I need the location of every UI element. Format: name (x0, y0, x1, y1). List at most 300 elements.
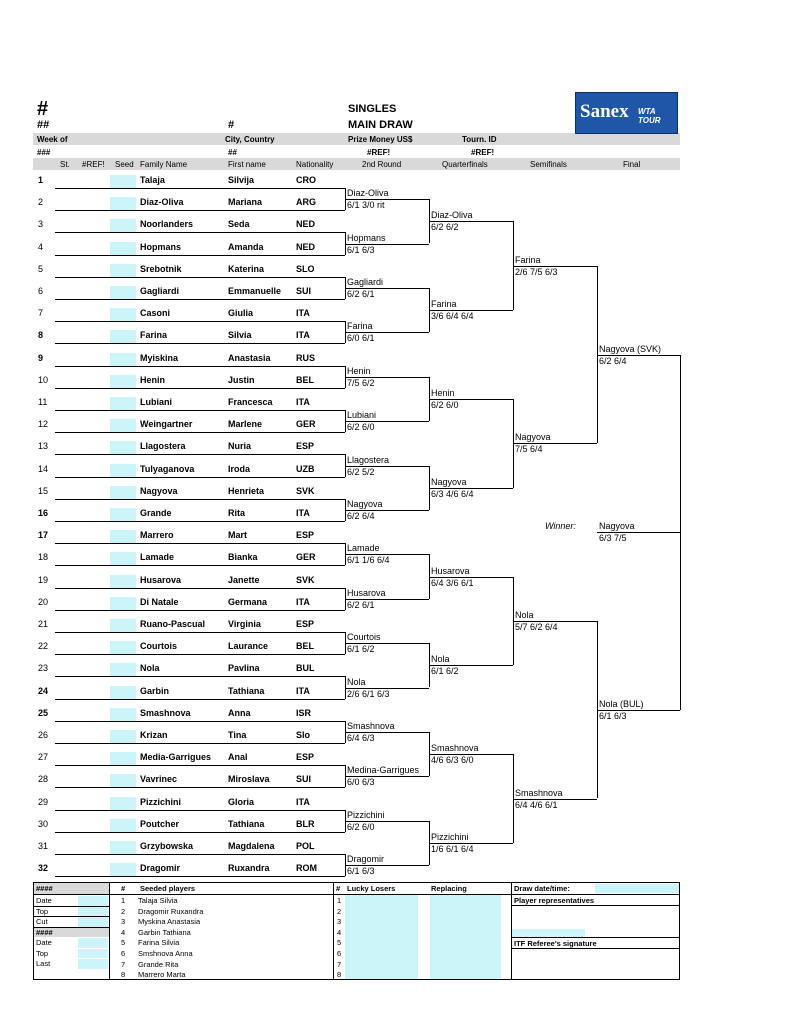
player-row-line (55, 477, 345, 478)
round2-winner: Courtois (347, 632, 381, 643)
player-row-line (55, 232, 345, 233)
seeded-player-name: Dragomir Ruxandra (138, 906, 204, 916)
quarterfinal-winner: Diaz-Oliva (431, 210, 473, 221)
player-row-line (55, 676, 345, 677)
col-quarterfinals: Quarterfinals (442, 160, 488, 169)
semifinal-winner: Farina (515, 254, 541, 265)
final-bracket-connector (680, 355, 681, 710)
player-number: 26 (38, 730, 49, 740)
player-family-name: Talaja (140, 175, 165, 185)
seeded-player-name: Smshnova Anna (138, 949, 193, 958)
round2-winner: Dragomir (347, 854, 385, 865)
player-first-name: Amanda (228, 241, 264, 252)
col-semifinals: Semifinals (530, 160, 567, 169)
col-ref: #REF! (82, 160, 105, 169)
player-row-line (55, 699, 345, 700)
player-first-name: Tina (228, 730, 247, 740)
seed-field[interactable] (110, 686, 136, 699)
footer-left-field2[interactable] (78, 938, 108, 948)
quarterfinal-score: 6/2 6/2 (431, 222, 459, 233)
round2-winner: Henin (347, 365, 371, 376)
footer-left-rule (34, 927, 109, 928)
seeded-player-name: Grande Rita (138, 959, 179, 969)
player-number: 7 (38, 308, 44, 319)
player-family-name: Krizan (140, 730, 168, 740)
tourn-value: #REF! (471, 148, 495, 157)
player-first-name: Miroslava (228, 774, 270, 785)
player-row-line (55, 876, 345, 877)
player-nationality: NED (296, 219, 316, 230)
player-nationality: POL (296, 841, 315, 851)
seed-field[interactable] (110, 375, 136, 388)
col-st: St. (60, 160, 70, 169)
player-row-line (55, 787, 345, 788)
footer-divider-2 (333, 882, 334, 980)
player-number: 8 (38, 330, 44, 341)
player-first-name: Katerina (228, 263, 265, 274)
draw-date-field[interactable] (595, 884, 679, 893)
player-number: 6 (38, 286, 44, 296)
lucky-loser-number: 4 (337, 927, 342, 937)
round2-score: 6/0 6/3 (347, 777, 375, 788)
player-family-name: Diaz-Oliva (140, 197, 184, 208)
referee-line (511, 937, 680, 938)
lucky-losers-label: Lucky Losers (347, 884, 396, 893)
player-first-name: Seda (228, 219, 250, 230)
player-nationality: ITA (296, 397, 310, 407)
seed-field[interactable] (110, 353, 136, 366)
player-nationality: RUS (296, 352, 316, 363)
sanex-wta-logo (575, 92, 678, 134)
player-nationality: ARG (296, 197, 316, 208)
round2-score: 6/2 6/1 (347, 599, 375, 610)
seed-field[interactable] (110, 308, 136, 321)
player-number: 14 (38, 463, 49, 474)
seed-field[interactable] (110, 508, 136, 521)
round2-winner: Diaz-Oliva (347, 188, 389, 199)
round2-score: 6/1 6/3 (347, 866, 375, 877)
seed-hash: # (121, 884, 126, 893)
round2-score: 6/2 6/0 (347, 422, 375, 433)
player-nationality: NED (296, 241, 316, 252)
footer-left-rule (34, 906, 109, 907)
seed-field[interactable] (110, 619, 136, 632)
referee-line-2 (511, 948, 680, 949)
quarterfinal-score: 6/3 4/6 6/4 (431, 488, 474, 499)
footer-left-row: Top (36, 906, 49, 916)
round2-winner: Lamade (347, 543, 380, 554)
footer-left-row: Date (36, 896, 52, 905)
seeded-number: 4 (121, 927, 126, 937)
player-number: 21 (38, 619, 49, 629)
player-nationality: ITA (296, 330, 310, 341)
tourn-label: Tourn. ID (462, 135, 497, 144)
quarterfinal-score: 1/6 6/1 6/4 (431, 843, 474, 854)
col-family: Family Name (140, 160, 188, 169)
seed-field[interactable] (110, 708, 136, 721)
player-nationality: ITA (296, 596, 310, 607)
quarterfinal-winner: Nagyova (431, 476, 467, 487)
seed-field[interactable] (110, 441, 136, 454)
seed-field[interactable] (110, 264, 136, 277)
player-first-name: Pavlina (228, 663, 260, 674)
quarterfinal-winner: Pizzichini (431, 831, 469, 842)
reps-field[interactable] (512, 929, 585, 937)
winner-score: 6/3 7/5 (599, 533, 627, 544)
quarterfinal-score: 6/1 6/2 (431, 666, 459, 677)
player-nationality: ITA (296, 685, 310, 696)
header-hash-small: ## (37, 119, 50, 131)
player-first-name: Silvia (228, 330, 252, 341)
footer-left-row2: Date (36, 938, 52, 947)
player-nationality: ROM (296, 863, 317, 874)
footer-left-row: Cut (36, 917, 48, 927)
lucky-loser-number: 3 (337, 917, 342, 927)
footer-left-field[interactable] (78, 907, 108, 917)
quarterfinal-winner: Husarova (431, 565, 470, 576)
lucky-loser-number: 6 (337, 949, 342, 958)
player-nationality: ITA (296, 796, 310, 807)
player-number: 15 (38, 485, 49, 496)
semifinal-winner: Nola (515, 609, 534, 620)
player-family-name: Poutcher (140, 818, 180, 829)
player-nationality: SVK (296, 485, 315, 496)
round2-winner: Pizzichini (347, 809, 385, 820)
round2-winner: Hopmans (347, 232, 386, 243)
quarterfinal-score: 4/6 6/3 6/0 (431, 755, 474, 766)
player-first-name: Ruxandra (228, 863, 270, 874)
seed-field[interactable] (110, 397, 136, 410)
round2-score: 6/2 6/4 (347, 510, 375, 521)
player-row-line (55, 188, 345, 189)
player-family-name: Garbin (140, 685, 170, 696)
player-family-name: Husarova (140, 574, 182, 585)
player-first-name: Emmanuelle (228, 286, 282, 296)
player-first-name: Gloria (228, 796, 255, 807)
player-row-line (55, 366, 345, 367)
player-nationality: ITA (296, 308, 310, 319)
replacing-input-area[interactable] (430, 895, 501, 979)
player-family-name: Marrero (140, 530, 174, 541)
player-first-name: Rita (228, 508, 246, 518)
player-first-name: Tathiana (228, 818, 265, 829)
player-row-line (55, 854, 345, 855)
seed-field[interactable] (110, 486, 136, 499)
player-first-name: Nuria (228, 441, 252, 452)
seed-field[interactable] (110, 841, 136, 854)
player-family-name: Smashnova (140, 707, 191, 718)
seed-field[interactable] (110, 797, 136, 810)
semifinal-score: 6/4 4/6 6/1 (515, 799, 558, 810)
footer-left-field[interactable] (78, 896, 108, 906)
singles-label: SINGLES (348, 103, 397, 115)
round2-score: 6/2 6/0 (347, 821, 375, 832)
logo-sub: WTA TOUR (638, 107, 661, 125)
replacing-label: Replacing (431, 884, 467, 893)
player-row-line (55, 832, 345, 833)
city-hash: # (228, 119, 235, 131)
seed-field[interactable] (110, 663, 136, 676)
seed-field[interactable] (110, 464, 136, 477)
logo-text: Sanex (580, 101, 629, 122)
player-nationality: BEL (296, 374, 314, 385)
seed-field[interactable] (110, 597, 136, 610)
player-first-name: Laurance (228, 641, 269, 652)
player-row-line (55, 743, 345, 744)
player-nationality: ESP (296, 752, 315, 763)
player-number: 24 (38, 685, 49, 696)
col-final: Final (623, 160, 641, 169)
round2-winner: Nola (347, 676, 366, 687)
player-nationality: Slo (296, 730, 311, 740)
semifinal-score: 2/6 7/5 6/3 (515, 266, 558, 277)
semifinal-winner: Smashnova (515, 787, 563, 798)
player-row-line (55, 210, 345, 211)
footer-left-field2[interactable] (78, 959, 108, 969)
finalist: Nagyova (SVK) (599, 343, 662, 354)
week-of-label: Week of (37, 135, 68, 144)
player-nationality: BEL (296, 641, 314, 652)
quarterfinal-winner: Henin (431, 387, 455, 398)
player-family-name: Media-Garrigues (140, 752, 212, 763)
player-nationality: GER (296, 552, 316, 563)
reps-line (511, 905, 680, 906)
player-row-line (55, 654, 345, 655)
player-family-name: Dragomir (140, 863, 181, 874)
player-row-line (55, 632, 345, 633)
player-first-name: Tathiana (228, 685, 265, 696)
player-row-line (55, 255, 345, 256)
player-nationality: ESP (296, 619, 315, 629)
seed-field[interactable] (110, 752, 136, 765)
footer-left-head: #### (36, 884, 53, 893)
round2-winner: Husarova (347, 587, 386, 598)
col-2nd-round: 2nd Round (362, 160, 402, 169)
player-nationality: CRO (296, 175, 316, 185)
footer-left-field[interactable] (78, 917, 108, 927)
semifinal-score: 5/7 6/2 6/4 (515, 621, 558, 632)
quarterfinal-score: 6/4 3/6 6/1 (431, 577, 474, 588)
seeded-label: Seeded players (140, 884, 196, 893)
header-hash: # (37, 98, 49, 120)
footer-left-rule (34, 916, 109, 917)
quarterfinal-score: 6/2 6/0 (431, 399, 459, 410)
player-first-name: Janette (228, 574, 260, 585)
player-first-name: Bianka (228, 552, 258, 563)
footer-left-row2: Last (36, 959, 51, 969)
seed-field[interactable] (110, 242, 136, 255)
quarterfinal-winner: Smashnova (431, 743, 479, 754)
player-row-line (55, 810, 345, 811)
round2-winner: Lubiani (347, 410, 377, 421)
player-first-name: Germana (228, 596, 268, 607)
player-row-line (55, 299, 345, 300)
draw-date-label: Draw date/time: (514, 884, 570, 893)
seed-field[interactable] (110, 575, 136, 588)
footer-left-row2: Top (36, 948, 49, 958)
player-row-line (55, 277, 345, 278)
player-family-name: Hopmans (140, 241, 182, 252)
round2-score: 2/6 6/1 6/3 (347, 688, 390, 699)
player-number: 31 (38, 841, 49, 851)
player-family-name: Vavrinec (140, 774, 178, 785)
player-row-line (55, 765, 345, 766)
player-family-name: Lubiani (140, 397, 172, 407)
player-family-name: Grzybowska (140, 841, 194, 851)
player-family-name: Ruano-Pascual (140, 619, 206, 629)
player-family-name: Grande (140, 508, 172, 518)
player-family-name: Courtois (140, 641, 177, 652)
col-seed: Seed (115, 160, 134, 169)
player-number: 17 (38, 530, 49, 541)
round2-score: 6/2 5/2 (347, 466, 375, 477)
lucky-loser-number: 2 (337, 906, 342, 916)
lucky-losers-input-area[interactable] (345, 895, 418, 979)
week-value: ### (37, 148, 51, 157)
seeded-player-name: Garbin Tathiana (138, 927, 191, 937)
player-row-line (55, 588, 345, 589)
player-row-line (55, 388, 345, 389)
finalist-score: 6/2 6/4 (599, 355, 627, 366)
player-nationality: ITA (296, 508, 310, 518)
player-row-line (55, 321, 345, 322)
player-row-line (55, 565, 345, 566)
player-first-name: Henrieta (228, 485, 265, 496)
winner-name: Nagyova (599, 521, 635, 532)
player-number: 30 (38, 818, 49, 829)
player-first-name: Iroda (228, 463, 251, 474)
seed-field[interactable] (110, 552, 136, 565)
seeded-number: 7 (121, 959, 126, 969)
player-family-name: Nagyova (140, 485, 178, 496)
player-first-name: Francesca (228, 397, 273, 407)
seed-field[interactable] (110, 774, 136, 787)
footer-left-field2[interactable] (78, 949, 108, 959)
col-nat: Nationality (296, 160, 334, 169)
player-first-name: Anal (228, 752, 248, 763)
lucky-loser-number: 1 (337, 896, 342, 905)
player-number: 13 (38, 441, 49, 452)
player-number: 20 (38, 596, 49, 607)
player-row-line (55, 721, 345, 722)
round2-winner: Medina-Garrigues (347, 765, 420, 776)
footer-divider-1 (109, 882, 110, 980)
quarterfinal-score: 3/6 6/4 6/4 (431, 311, 474, 322)
player-first-name: Anna (228, 707, 251, 718)
seed-field[interactable] (110, 219, 136, 232)
player-nationality: SVK (296, 574, 315, 585)
player-number: 18 (38, 552, 49, 563)
round2-winner: Llagostera (347, 454, 390, 465)
seeded-player-name: Myskina Anastasia (138, 917, 201, 927)
player-nationality: SLO (296, 263, 315, 274)
seed-field[interactable] (110, 863, 136, 876)
round2-winner: Farina (347, 321, 373, 332)
semifinal-score: 7/5 6/4 (515, 444, 543, 455)
player-row-line (55, 610, 345, 611)
player-first-name: Anastasia (228, 352, 271, 363)
round2-winner: Gagliardi (347, 276, 384, 287)
seed-field[interactable] (110, 286, 136, 299)
player-row-line (55, 521, 345, 522)
seed-field[interactable] (110, 819, 136, 832)
seed-field[interactable] (110, 419, 136, 432)
player-first-name: Mart (228, 530, 248, 541)
col-first: First name (228, 160, 266, 169)
seed-field[interactable] (110, 197, 136, 210)
player-nationality: GER (296, 419, 316, 430)
player-number: 11 (38, 397, 48, 407)
round2-score: 6/1 1/6 6/4 (347, 555, 390, 566)
player-family-name: Lamade (140, 552, 175, 563)
footer-left-mid: #### (36, 928, 53, 937)
player-nationality: SUI (296, 774, 312, 785)
player-family-name: Henin (140, 374, 166, 385)
player-family-name: Gagliardi (140, 286, 180, 296)
player-family-name: Nola (140, 663, 160, 674)
player-family-name: Weingartner (140, 419, 193, 430)
player-reps-label: Player representatives (514, 896, 595, 905)
seed-field[interactable] (110, 641, 136, 654)
seeded-number: 8 (121, 970, 126, 980)
round2-winner: Nagyova (347, 498, 383, 509)
round2-score: 6/4 6/3 (347, 732, 375, 743)
player-first-name: Justin (228, 374, 255, 385)
round2-score: 6/2 6/1 (347, 288, 375, 299)
player-first-name: Silvija (228, 175, 255, 185)
round2-score: 7/5 6/2 (347, 377, 375, 388)
player-number: 4 (38, 241, 44, 252)
player-row-line (55, 454, 345, 455)
lucky-loser-number: 7 (337, 959, 342, 969)
seeded-player-name: Talaja Silvia (138, 896, 178, 905)
semifinal-winner: Nagyova (515, 432, 551, 443)
lucky-loser-number: 5 (337, 938, 342, 948)
player-number: 23 (38, 663, 49, 674)
seeded-number: 6 (121, 949, 126, 958)
seed-field[interactable] (110, 175, 136, 188)
round2-winner: Smashnova (347, 720, 395, 731)
winner-label: Winner: (545, 521, 576, 532)
player-number: 19 (38, 574, 49, 585)
seed-field[interactable] (110, 330, 136, 343)
player-family-name: Myiskina (140, 352, 179, 363)
player-number: 10 (38, 374, 49, 385)
player-family-name: Farina (140, 330, 168, 341)
lucky-loser-number: 8 (337, 970, 342, 980)
seed-field[interactable] (110, 530, 136, 543)
prize-label: Prize Money US$ (348, 135, 413, 144)
player-row-line (55, 432, 345, 433)
player-row-line (55, 343, 345, 344)
seed-field[interactable] (110, 730, 136, 743)
player-number: 9 (38, 352, 44, 363)
player-number: 28 (38, 774, 49, 785)
player-row-line (55, 543, 345, 544)
player-number: 25 (38, 707, 49, 718)
city-value: ## (228, 148, 237, 157)
player-number: 22 (38, 641, 49, 652)
player-number: 5 (38, 263, 44, 274)
player-first-name: Mariana (228, 197, 263, 208)
quarterfinal-winner: Nola (431, 654, 450, 665)
seeded-number: 2 (121, 906, 126, 916)
player-first-name: Marlene (228, 419, 263, 430)
player-nationality: UZB (296, 463, 315, 474)
player-number: 29 (38, 796, 49, 807)
finalist: Nola (BUL) (599, 698, 644, 709)
player-nationality: BUL (296, 663, 315, 674)
